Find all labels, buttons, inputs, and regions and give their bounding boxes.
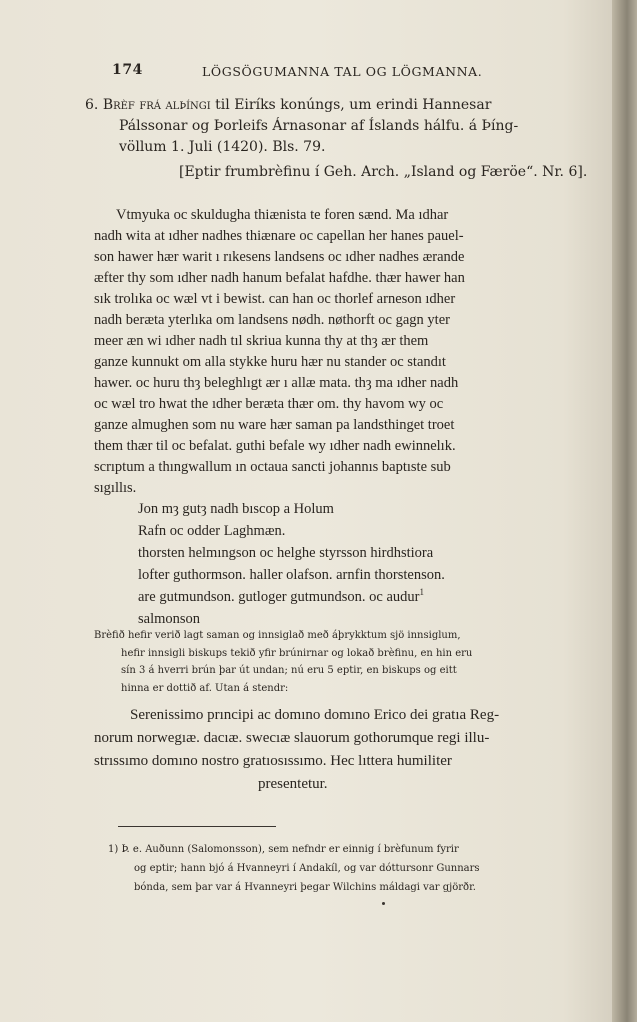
signers-list [138,498,578,630]
footnote-line-1 [108,840,578,859]
body-line: meer æn wi ıdher nadh tıl skriua kunna thy at thȝ ær them [94,333,429,349]
body-line: hawer. oc huru thȝ beleghlıgt ær ı allæ mata. thȝ ma ıdher nadh [94,375,459,391]
note-line-4: hinna er dottið af. Utan á stendr: [121,682,289,694]
body-line: oc wæl tro hwat the ıdher beræta thær om. thy havom wy oc [94,396,444,412]
signer-line: thorsten helmıngson oc helghe styrsson hirdhstiora [138,545,434,561]
body-line: son hawer hær warit ı rıkesens landsens oc ıdher nadhes ærande [94,249,465,265]
signer-line: salmonson [138,611,201,627]
body-line: scrıptum a thıngwallum ın octaua sancti johannıs baptıste sub [94,459,451,475]
page-number: 174 [112,62,144,78]
ink-speck [382,902,385,905]
footnote-line-3: bónda, sem þar var á Hvanneyri þegar Wilchins máldagi var gjörðr. [134,882,476,893]
footnote-reference-mark: 1 [419,587,424,598]
editor-note [94,627,574,697]
note-line-1-text: hefir verið lagt saman og innsiglað með áþrykktum sjö innsiglum, [127,630,461,641]
heading-line-1 [85,95,575,116]
address-line: strıssımo domıno nostro gratıosıssımo. Hec lıttera humiliter [94,753,452,769]
body-line: nadh beræta yterlıka om landsens nødh. nøthorft oc gagn yter [94,312,450,328]
address-line: Serenissimo prıncipi ac domıno domıno Erico dei gratıa Reg- [130,707,500,723]
note-line-2: hefir innsigli biskups tekið yfir brúnirnar og lokað brèfinu, en hin eru [121,647,473,659]
signer-line-with-footnote [138,586,578,608]
heading-line-3: völlum 1. Juli (1420). Bls. 79. [119,139,326,155]
signer-line-text: are gutmundson. gutloger gutmundson. oc audur [138,589,420,605]
footnote-line-2: og eptir; hann bjó á Hvanneyri í Andakíl, og var dóttursonr Gunnars [134,863,480,874]
address-line: norum norwegıæ. dacıæ. swecıæ slauorum gothorumque regi illu- [94,730,490,746]
footnote-divider [118,826,276,827]
note-line-3: sín 3 á hverri brún þar út undan; nú eru 5 eptir, en biskups og eitt [121,665,457,676]
body-line: nadh wita at ıdher nadhes thiænare oc capellan her hanes pauel- [94,228,464,244]
body-line: sıgıllıs. [94,480,137,496]
signer-line: lofter guthormson. haller olafson. arnfin thorstenson. [138,567,445,583]
note-lead: Brèfið [94,630,125,641]
source-reference: [Eptir frumbrèfinu í Geh. Arch. „Island og Færöe“. Nr. 6]. [179,164,588,180]
body-line: them thær til oc befalat. guthi befale wy ıdher nadh ewinnelık. [94,438,456,454]
document-number: 6. [85,97,99,113]
body-line: ganze almughen som nu ware hær saman pa landsthinget troet [94,417,455,433]
document-heading [85,95,588,183]
signer-line: Rafn oc odder Laghmæn. [138,523,286,539]
address-line: presentetur. [258,776,328,792]
body-line: ganze kunnukt om alla stykke huru hær nu stander oc standıt [94,354,446,370]
letter-body [94,205,572,499]
note-line-1 [94,627,574,645]
book-spine-edge [612,0,637,1022]
footnote [108,840,578,897]
body-line: sık trolıka oc wæl vt i bewist. can han oc thorlef arneson ıdher [94,291,456,307]
heading-line-1-text: til Eiríks konúngs, um erindi Hannesar [215,97,492,113]
body-line: æfter thy som ıdher nadh hanum befalat hafdhe. thær hawer han [94,270,465,286]
heading-line-2: Pálssonar og Þorleifs Árnasonar af Íslands hálfu. á Þíng- [119,118,519,134]
footnote-line-1-text: Þ. e. Auðunn (Salomonsson), sem nefndr er einnig í brèfunum fyrir [121,844,459,855]
running-title: LÖGSÖGUMANNA TAL OG LÖGMANNA. [202,64,483,79]
signer-line: Jon mȝ gutȝ nadh bıscop a Holum [138,501,334,517]
body-line: Vtmyuka oc skuldugha thiænista te foren sænd. Ma ıdhar [116,207,449,223]
document-title: Brèf frá alþíngi [102,97,211,113]
footnote-marker: 1) [108,844,119,855]
letter-address [94,704,574,796]
